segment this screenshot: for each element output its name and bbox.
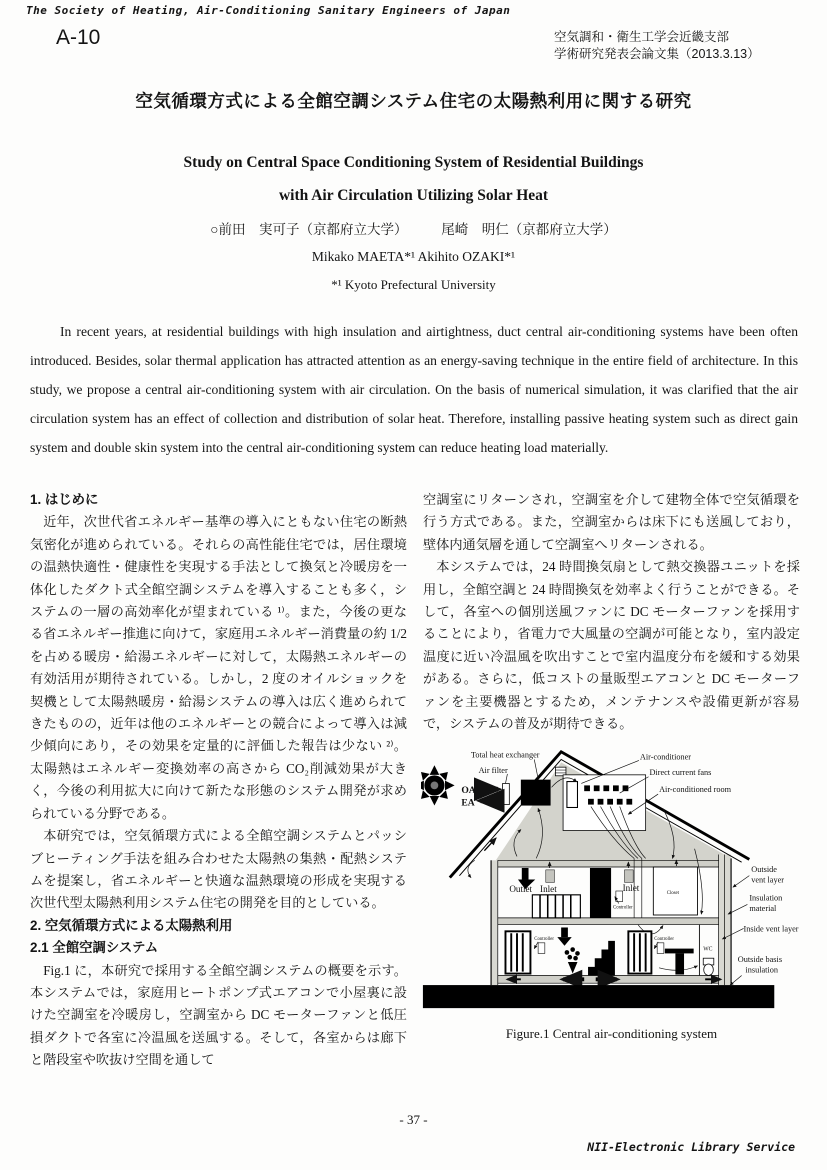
two-column-body: [30, 489, 800, 1072]
figure-1-caption: Figure.1 Central air-conditioning system: [505, 1026, 718, 1042]
stairs: [584, 941, 615, 976]
title-english-line1: Study on Central Space Conditioning System of Residential Buildings: [183, 154, 644, 171]
foundation: [423, 986, 774, 1009]
conference-proceedings: 学術研究発表会論文集（2013.3.13）: [554, 47, 760, 61]
label-inside-vent-layer: Inside vent layer: [743, 924, 799, 934]
house-cross-section-diagram: [421, 745, 805, 1013]
label-oa: OA: [461, 785, 476, 797]
paragraph: 近年，次世代省エネルギー基準の導入にともない住宅の断熱気密化が進められている。それらの高性能住宅では，居住環境の温熱快適性・健康性を実現する手法として換気と冷暖房を一体化したダクト式全館空調システムを導入することも多く，システムの一層の高効率化が望まれている ¹⁾。また，今後の更なる省エネルギー推進に向けて，家庭用エネルギー消費量の約 1/2 を占める暖房・給湯エネルギーに対して，太陽熱エネルギーの有効活用が期待されている。しかし，2 度のオイルショックを契機として太陽熱暖房・給湯システムの導入は広く進められてきたものの，近年は他のエネルギーとの競合によって導入は減少傾向にあり，その効果を定量的に評価した報告は少ない ²⁾。太陽熱はエネルギー変換効率の高さから CO₂削減効果が大きく，今後の利用拡大に向けて新たな形態のシステム開発が求められている分野である。: [30, 514, 407, 821]
section-2-heading: 2. 空気循環方式による太陽熱利用: [30, 917, 233, 933]
left-wall: [491, 861, 498, 986]
louver-door-left: [505, 932, 530, 974]
title-japanese: 空気循環方式による全館空調システム住宅の太陽熱利用に関する研究: [135, 91, 692, 111]
paragraph: 本システムでは，24 時間換気扇として熱交換器ユニットを採用し，全館空調と 24 時間換気を効率よく行うことができる。そして，各室への個別送風ファンに DC モーターファンを採用することにより，省電力で大風量の空調が可能となり，室内設定温度に近い冷温風を吹出すことで室内温度分布を緩和する効果がある。さらに，低コストの量販型エアコンと DC モーターファンを主要機器とするため，メンテナンスや設備更新が容易で，システムの普及が期待できる。: [423, 559, 800, 732]
label-air-conditioned-room: Air-conditioned room: [659, 785, 732, 795]
label-insulation-material: Insulation: [749, 894, 783, 904]
stair-railing: [532, 895, 580, 918]
controller-box: [538, 943, 545, 954]
heat-exchanger-unit: [521, 780, 551, 806]
label-controller-1f-left: Controller: [534, 937, 554, 943]
desk: [665, 949, 694, 975]
abstract: In recent years, at residential buildings with high insulation and airtightness, duct central air-conditioning systems have been often introduced. Besides, solar thermal application has attracted attention as an energy-saving technique in the entire field of architecture. In this study, we propose a central air-conditioning system with air circulation. On the basis of numerical simulation, it was clarified that the air circulation system has an effect of collection and distribution of solar heat. Therefore, installing passive heating system such as direct gain system and double skin system into the central air-conditioning system can reduce heating load materially.: [30, 324, 798, 455]
svg-text:vent layer: vent layer: [751, 875, 785, 885]
conference-info: [554, 29, 760, 63]
label-outside-basis-insulation: Outside basis: [737, 955, 783, 965]
label-air-filter: Air filter: [478, 766, 508, 776]
label-direct-current-fans: Direct current fans: [649, 768, 712, 778]
label-outlet: Outlet: [509, 884, 533, 895]
section-1-heading: 1. はじめに: [30, 492, 99, 507]
label-ea: EA: [461, 798, 475, 810]
label-air-conditioner: Air-conditioner: [639, 752, 692, 762]
paragraph: Fig.1 に，本研究で採用する全館空調システムの概要を示す。本システムでは，家庭用ヒートポンプ式エアコンで小屋裏に設けた空調室を冷暖房し，空調室から DC モーターファンと低圧損ダクトで各室に冷温風を送風する。そして，各室からは廊下と階段室や吹抜け空間を通して: [30, 962, 407, 1068]
label-closet: Closet: [666, 891, 679, 897]
authors-japanese: ○前田 実可子（京都府立大学） 尾崎 明仁（京都府立大学）: [210, 222, 617, 237]
sun-icon: [421, 766, 455, 806]
publisher-line: The Society of Heating, Air-Conditioning Sanitary Engineers of Japan: [26, 4, 511, 17]
supply-arrow: [557, 928, 571, 946]
paragraph: 本研究では，空気循環方式による全館空調システムとパッシブヒーティング手法を組み合わせた太陽熱の集熱・配熱システムを提案し，省エネルギーと快適な温熱環境の形成を実現する次世代型太陽熱利用システム住宅の開発を目的としている。: [30, 828, 407, 911]
attic-floor-slab: [498, 861, 719, 868]
controller-box: [657, 943, 664, 954]
right-column: [423, 489, 800, 1072]
title-english-line2: with Air Circulation Utilizing Solar Heat: [278, 187, 549, 204]
svg-text:material: material: [749, 904, 777, 914]
second-floor-slab: [498, 918, 719, 925]
label-controller-1f-right: Controller: [654, 937, 674, 943]
air-conditioner-unit: [567, 782, 578, 808]
paragraph: 空調室にリターンされ，空調室を介して建物全体で空気循環を行う方式である。また，空調室からは床下にも送風しており，壁体内通気層を通して空調室へリターンされる。: [423, 492, 800, 552]
label-wc: WC: [703, 946, 713, 953]
figure-1: [423, 745, 800, 1045]
affiliation: *¹ Kyoto Prefectural University: [331, 277, 496, 292]
plant: [565, 948, 580, 974]
left-column: [30, 489, 407, 1072]
wardrobe: [590, 868, 611, 918]
label-inlet-2: Inlet: [622, 883, 640, 894]
svg-text:insulation: insulation: [745, 966, 779, 976]
library-service-credit: NII-Electronic Library Service: [587, 1140, 795, 1154]
section-2-1-heading: 2.1 全館空調システム: [30, 940, 159, 956]
right-wall-layers: [719, 855, 731, 986]
label-outside-vent-layer: Outside: [751, 865, 777, 875]
authors-english: Mikako MAETA*¹ Akihito OZAKI*¹: [311, 249, 516, 264]
conference-branch: 空気調和・衛生工学会近畿支部: [554, 30, 730, 44]
label-inlet-1: Inlet: [540, 884, 557, 895]
label-total-heat-exchanger: Total heat exchanger: [470, 751, 540, 761]
label-controller-2f: Controller: [613, 905, 633, 911]
toilet: [703, 959, 714, 976]
page-number: - 37 -: [399, 1112, 428, 1127]
air-filter-box: [503, 784, 510, 805]
title-english: [0, 146, 827, 212]
louver-door-right: [628, 932, 651, 974]
paper-id: A-10: [56, 26, 101, 49]
